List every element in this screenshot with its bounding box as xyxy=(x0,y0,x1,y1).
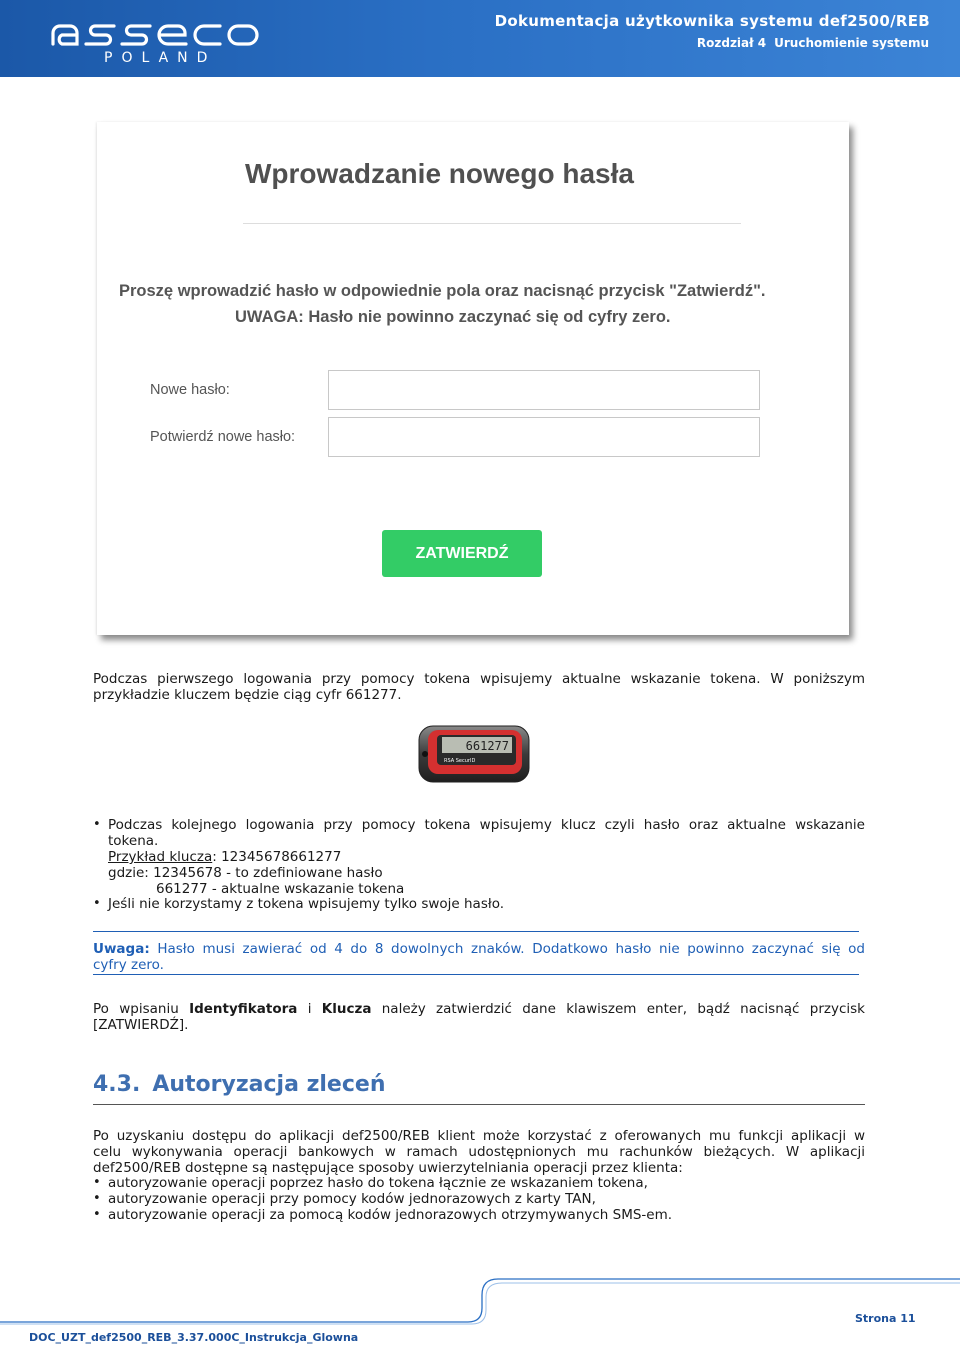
auth-line-1: Po uzyskaniu dostępu do aplikacji def2500/REB klient może korzystać z oferowanych mu funkcji aplikacji w xyxy=(93,1128,865,1144)
token-brand: RSA SecurID xyxy=(444,758,476,764)
logo-subtitle: POLAND xyxy=(104,50,217,66)
section-title: Autoryzacja zleceń xyxy=(152,1072,386,1097)
bullet-dot: • xyxy=(93,817,101,832)
intro-line-1: Podczas pierwszego logowania przy pomocy tokena wpisujemy aktualne wskazanie tokena. W poniższym xyxy=(93,671,865,687)
chapter-heading xyxy=(689,36,929,50)
auth-line-2: celu wykonywania operacji bankowych w ramach udostępnionych mu rachunków bieżących. W aplikacji xyxy=(93,1144,865,1160)
note-bottom-rule xyxy=(93,974,859,975)
note-line-2: cyfry zero. xyxy=(93,957,164,973)
title-divider xyxy=(243,223,741,224)
bullet-1-line-1: Podczas kolejnego logowania przy pomocy tokena wpisujemy klucz czyli hasło oraz aktualne wskazanie xyxy=(108,817,865,833)
bullet-dot: • xyxy=(93,1207,101,1222)
example-where: gdzie: 12345678 - to zdefiniowane hasło xyxy=(108,865,383,881)
form-title: Wprowadzanie nowego hasła xyxy=(245,158,634,189)
new-password-label: Nowe hasło: xyxy=(150,382,230,398)
example-key xyxy=(108,849,865,865)
document-title: Dokumentacja użytkownika systemu def2500/REB xyxy=(494,12,930,30)
footer-document-id: DOC_UZT_def2500_REB_3.37.000C_Instrukcja_Glowna xyxy=(29,1331,359,1344)
confirm-line-2: [ZATWIERDŹ]. xyxy=(93,1017,189,1033)
bullet-item xyxy=(108,896,865,912)
confirm-line-1 xyxy=(93,1001,865,1017)
identifier-term: Identyfikatora xyxy=(189,1001,298,1017)
note-top-rule xyxy=(93,931,859,932)
rsa-token-image xyxy=(417,722,531,786)
auth-paragraph xyxy=(93,1128,865,1176)
confirm-text-2: i xyxy=(307,1001,312,1017)
section-number: 4.3. xyxy=(93,1072,141,1097)
note-line-1 xyxy=(93,941,865,957)
new-password-input[interactable] xyxy=(328,370,760,410)
section-heading xyxy=(93,1072,385,1097)
confirm-text-3: należy zatwierdzić dane klawiszem enter, bądź nacisnąć przycisk xyxy=(381,1001,865,1017)
confirm-password-input[interactable] xyxy=(328,417,760,457)
chapter-title: Uruchomienie systemu xyxy=(774,36,929,50)
bullet-dot: • xyxy=(93,896,101,911)
intro-paragraph xyxy=(93,671,865,703)
key-term: Klucza xyxy=(321,1001,372,1017)
example-value: : 12345678661277 xyxy=(212,849,342,865)
form-instruction: Proszę wprowadzić hasło w odpowiednie pola oraz nacisnąć przycisk "Zatwierdź". xyxy=(119,282,766,300)
section-rule xyxy=(93,1104,865,1105)
form-warning: UWAGA: Hasło nie powinno zaczynać się od cyfry zero. xyxy=(235,308,671,326)
bullet-1-line-2: tokena. xyxy=(108,833,159,849)
confirm-password-label: Potwierdź nowe hasło: xyxy=(150,429,296,445)
example-label: Przykład klucza xyxy=(108,849,213,865)
page-header xyxy=(0,0,960,77)
auth-item: autoryzowanie operacji przy pomocy kodów jednorazowych z karty TAN, xyxy=(108,1191,596,1207)
password-form-screenshot xyxy=(97,122,849,635)
note-block xyxy=(93,941,865,973)
confirm-text-1: Po wpisaniu xyxy=(93,1001,179,1017)
auth-item: autoryzowanie operacji poprzez hasło do tokena łącznie ze wskazaniem tokena, xyxy=(108,1175,648,1191)
note-text: Hasło musi zawierać od 4 do 8 dowolnych znaków. Dodatkowo hasło nie powinno zaczynać się od xyxy=(157,941,865,957)
token-display: 661277 xyxy=(465,739,509,753)
bullet-2-text: Jeśli nie korzystamy z tokena wpisujemy tylko swoje hasło. xyxy=(108,896,505,912)
footer-page-number: Strona 11 xyxy=(855,1312,916,1325)
bullet-item xyxy=(108,817,865,897)
bullet-dot: • xyxy=(93,1191,101,1206)
intro-line-2: przykładzie kluczem będzie ciąg cyfr 661277. xyxy=(93,687,402,703)
submit-button[interactable]: ZATWIERDŹ xyxy=(382,530,542,577)
auth-line-3: def2500/REB dostępne są następujące sposoby uwierzytelniania operacji przez klienta: xyxy=(93,1160,683,1176)
auth-item: autoryzowanie operacji za pomocą kodów jednorazowych otrzymywanych SMS-em. xyxy=(108,1207,673,1223)
asseco-logo-icon xyxy=(50,22,260,48)
confirm-paragraph xyxy=(93,1001,865,1033)
example-token: 661277 - aktualne wskazanie tokena xyxy=(156,881,405,897)
chapter-label: Rozdział 4 xyxy=(696,36,767,50)
note-label: Uwaga: xyxy=(93,941,150,957)
bullet-dot: • xyxy=(93,1175,101,1190)
